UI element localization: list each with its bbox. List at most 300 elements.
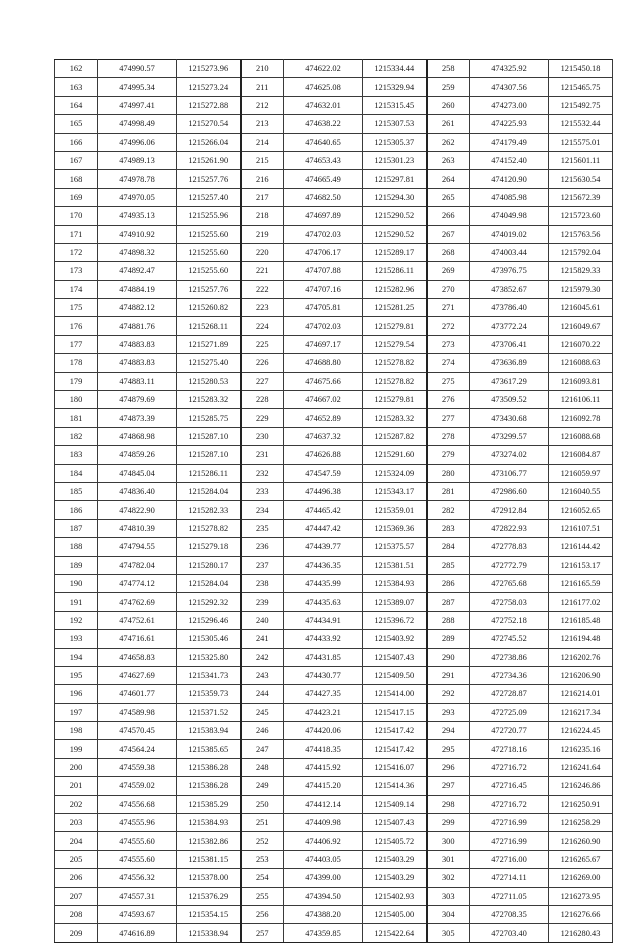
y-coordinate-cell: 1216214.01 <box>549 685 613 703</box>
x-coordinate-cell: 474556.32 <box>98 869 177 887</box>
y-coordinate-cell: 1215272.88 <box>177 96 241 114</box>
x-coordinate-cell: 474762.69 <box>98 593 177 611</box>
table-row <box>55 887 613 905</box>
y-coordinate-cell: 1215290.52 <box>363 225 427 243</box>
point-number-cell: 257 <box>241 924 284 942</box>
table-row <box>55 666 613 684</box>
x-coordinate-cell: 472716.72 <box>470 795 549 813</box>
x-coordinate-cell: 474436.35 <box>284 556 363 574</box>
y-coordinate-cell: 1215354.15 <box>177 905 241 923</box>
point-number-cell: 267 <box>427 225 470 243</box>
point-number-cell: 214 <box>241 133 284 151</box>
y-coordinate-cell: 1216052.65 <box>549 501 613 519</box>
x-coordinate-cell: 474883.83 <box>98 354 177 372</box>
table-row <box>55 115 613 133</box>
y-coordinate-cell: 1216107.51 <box>549 519 613 537</box>
y-coordinate-cell: 1215385.29 <box>177 795 241 813</box>
point-number-cell: 264 <box>427 170 470 188</box>
y-coordinate-cell: 1216258.29 <box>549 814 613 832</box>
y-coordinate-cell: 1215723.60 <box>549 207 613 225</box>
y-coordinate-cell: 1215414.36 <box>363 777 427 795</box>
y-coordinate-cell: 1215255.96 <box>177 207 241 225</box>
x-coordinate-cell: 474427.35 <box>284 685 363 703</box>
table-row <box>55 924 613 942</box>
point-number-cell: 199 <box>55 740 98 758</box>
x-coordinate-cell: 472716.00 <box>470 850 549 868</box>
x-coordinate-cell: 474706.17 <box>284 243 363 261</box>
x-coordinate-cell: 474935.13 <box>98 207 177 225</box>
point-number-cell: 163 <box>55 78 98 96</box>
table-row <box>55 207 613 225</box>
x-coordinate-cell: 474640.65 <box>284 133 363 151</box>
y-coordinate-cell: 1215270.54 <box>177 115 241 133</box>
point-number-cell: 247 <box>241 740 284 758</box>
x-coordinate-cell: 474430.77 <box>284 666 363 684</box>
x-coordinate-cell: 474697.17 <box>284 335 363 353</box>
y-coordinate-cell: 1215979.30 <box>549 280 613 298</box>
point-number-cell: 239 <box>241 593 284 611</box>
y-coordinate-cell: 1216088.63 <box>549 354 613 372</box>
point-number-cell: 284 <box>427 538 470 556</box>
table-row <box>55 409 613 427</box>
coordinate-table <box>54 59 613 943</box>
y-coordinate-cell: 1215407.43 <box>363 648 427 666</box>
y-coordinate-cell: 1215465.75 <box>549 78 613 96</box>
point-number-cell: 202 <box>55 795 98 813</box>
x-coordinate-cell: 472711.05 <box>470 887 549 905</box>
table-row <box>55 630 613 648</box>
y-coordinate-cell: 1216106.11 <box>549 391 613 409</box>
x-coordinate-cell: 472720.77 <box>470 722 549 740</box>
point-number-cell: 302 <box>427 869 470 887</box>
table-row <box>55 740 613 758</box>
point-number-cell: 258 <box>427 60 470 78</box>
y-coordinate-cell: 1215386.28 <box>177 758 241 776</box>
table-row <box>55 758 613 776</box>
point-number-cell: 172 <box>55 243 98 261</box>
x-coordinate-cell: 474225.93 <box>470 115 549 133</box>
point-number-cell: 180 <box>55 391 98 409</box>
x-coordinate-cell: 474557.31 <box>98 887 177 905</box>
y-coordinate-cell: 1215409.14 <box>363 795 427 813</box>
table-row <box>55 593 613 611</box>
table-row <box>55 96 613 114</box>
point-number-cell: 215 <box>241 151 284 169</box>
x-coordinate-cell: 474418.35 <box>284 740 363 758</box>
y-coordinate-cell: 1215292.32 <box>177 593 241 611</box>
x-coordinate-cell: 474625.08 <box>284 78 363 96</box>
x-coordinate-cell: 474990.57 <box>98 60 177 78</box>
x-coordinate-cell: 474433.92 <box>284 630 363 648</box>
y-coordinate-cell: 1215305.46 <box>177 630 241 648</box>
y-coordinate-cell: 1216273.95 <box>549 887 613 905</box>
point-number-cell: 170 <box>55 207 98 225</box>
point-number-cell: 187 <box>55 519 98 537</box>
point-number-cell: 225 <box>241 335 284 353</box>
x-coordinate-cell: 473976.75 <box>470 262 549 280</box>
y-coordinate-cell: 1215359.73 <box>177 685 241 703</box>
point-number-cell: 250 <box>241 795 284 813</box>
point-number-cell: 224 <box>241 317 284 335</box>
x-coordinate-cell: 474884.19 <box>98 280 177 298</box>
point-number-cell: 271 <box>427 299 470 317</box>
y-coordinate-cell: 1215492.75 <box>549 96 613 114</box>
table-row <box>55 703 613 721</box>
x-coordinate-cell: 474423.21 <box>284 703 363 721</box>
point-number-cell: 228 <box>241 391 284 409</box>
y-coordinate-cell: 1215405.00 <box>363 905 427 923</box>
point-number-cell: 221 <box>241 262 284 280</box>
y-coordinate-cell: 1216092.78 <box>549 409 613 427</box>
y-coordinate-cell: 1215407.43 <box>363 814 427 832</box>
point-number-cell: 222 <box>241 280 284 298</box>
x-coordinate-cell: 474989.13 <box>98 151 177 169</box>
y-coordinate-cell: 1215286.11 <box>177 464 241 482</box>
y-coordinate-cell: 1216084.87 <box>549 446 613 464</box>
y-coordinate-cell: 1215371.52 <box>177 703 241 721</box>
point-number-cell: 300 <box>427 832 470 850</box>
point-number-cell: 191 <box>55 593 98 611</box>
table-row <box>55 777 613 795</box>
point-number-cell: 192 <box>55 611 98 629</box>
x-coordinate-cell: 474859.26 <box>98 446 177 464</box>
y-coordinate-cell: 1215416.07 <box>363 758 427 776</box>
y-coordinate-cell: 1215575.01 <box>549 133 613 151</box>
point-number-cell: 175 <box>55 299 98 317</box>
point-number-cell: 285 <box>427 556 470 574</box>
table-row <box>55 685 613 703</box>
x-coordinate-cell: 474682.50 <box>284 188 363 206</box>
table-row <box>55 78 613 96</box>
x-coordinate-cell: 474409.98 <box>284 814 363 832</box>
y-coordinate-cell: 1215294.30 <box>363 188 427 206</box>
y-coordinate-cell: 1215325.80 <box>177 648 241 666</box>
x-coordinate-cell: 474978.78 <box>98 170 177 188</box>
x-coordinate-cell: 474415.20 <box>284 777 363 795</box>
x-coordinate-cell: 474892.47 <box>98 262 177 280</box>
x-coordinate-cell: 474996.06 <box>98 133 177 151</box>
point-number-cell: 289 <box>427 630 470 648</box>
x-coordinate-cell: 474794.55 <box>98 538 177 556</box>
table-row <box>55 225 613 243</box>
point-number-cell: 204 <box>55 832 98 850</box>
x-coordinate-cell: 472765.68 <box>470 574 549 592</box>
y-coordinate-cell: 1216206.90 <box>549 666 613 684</box>
x-coordinate-cell: 474547.59 <box>284 464 363 482</box>
y-coordinate-cell: 1215285.75 <box>177 409 241 427</box>
x-coordinate-cell: 474879.69 <box>98 391 177 409</box>
x-coordinate-cell: 474019.02 <box>470 225 549 243</box>
y-coordinate-cell: 1215417.15 <box>363 703 427 721</box>
point-number-cell: 185 <box>55 482 98 500</box>
point-number-cell: 251 <box>241 814 284 832</box>
y-coordinate-cell: 1215672.39 <box>549 188 613 206</box>
y-coordinate-cell: 1215386.28 <box>177 777 241 795</box>
point-number-cell: 276 <box>427 391 470 409</box>
point-number-cell: 190 <box>55 574 98 592</box>
x-coordinate-cell: 474881.76 <box>98 317 177 335</box>
y-coordinate-cell: 1215417.42 <box>363 722 427 740</box>
x-coordinate-cell: 472986.60 <box>470 482 549 500</box>
x-coordinate-cell: 474774.12 <box>98 574 177 592</box>
point-number-cell: 219 <box>241 225 284 243</box>
x-coordinate-cell: 474845.04 <box>98 464 177 482</box>
table-row <box>55 519 613 537</box>
table-row <box>55 133 613 151</box>
point-number-cell: 261 <box>427 115 470 133</box>
y-coordinate-cell: 1215280.17 <box>177 556 241 574</box>
point-number-cell: 230 <box>241 427 284 445</box>
y-coordinate-cell: 1215257.76 <box>177 170 241 188</box>
point-number-cell: 260 <box>427 96 470 114</box>
table-row <box>55 501 613 519</box>
y-coordinate-cell: 1215341.73 <box>177 666 241 684</box>
x-coordinate-cell: 472772.79 <box>470 556 549 574</box>
point-number-cell: 303 <box>427 887 470 905</box>
x-coordinate-cell: 474653.43 <box>284 151 363 169</box>
y-coordinate-cell: 1215409.50 <box>363 666 427 684</box>
x-coordinate-cell: 474822.90 <box>98 501 177 519</box>
y-coordinate-cell: 1215282.33 <box>177 501 241 519</box>
point-number-cell: 277 <box>427 409 470 427</box>
point-number-cell: 238 <box>241 574 284 592</box>
point-number-cell: 179 <box>55 372 98 390</box>
point-number-cell: 229 <box>241 409 284 427</box>
x-coordinate-cell: 474626.88 <box>284 446 363 464</box>
y-coordinate-cell: 1216246.86 <box>549 777 613 795</box>
y-coordinate-cell: 1215403.29 <box>363 850 427 868</box>
x-coordinate-cell: 474752.61 <box>98 611 177 629</box>
y-coordinate-cell: 1215422.64 <box>363 924 427 942</box>
y-coordinate-cell: 1215385.65 <box>177 740 241 758</box>
y-coordinate-cell: 1216093.81 <box>549 372 613 390</box>
table-row <box>55 482 613 500</box>
point-number-cell: 168 <box>55 170 98 188</box>
y-coordinate-cell: 1215381.51 <box>363 556 427 574</box>
table-row <box>55 60 613 78</box>
point-number-cell: 194 <box>55 648 98 666</box>
y-coordinate-cell: 1216185.48 <box>549 611 613 629</box>
point-number-cell: 236 <box>241 538 284 556</box>
point-number-cell: 169 <box>55 188 98 206</box>
table-row <box>55 299 613 317</box>
x-coordinate-cell: 474556.68 <box>98 795 177 813</box>
y-coordinate-cell: 1215829.33 <box>549 262 613 280</box>
x-coordinate-cell: 472728.87 <box>470 685 549 703</box>
x-coordinate-cell: 474782.04 <box>98 556 177 574</box>
y-coordinate-cell: 1216045.61 <box>549 299 613 317</box>
point-number-cell: 177 <box>55 335 98 353</box>
point-number-cell: 183 <box>55 446 98 464</box>
y-coordinate-cell: 1215261.90 <box>177 151 241 169</box>
table-row <box>55 317 613 335</box>
point-number-cell: 212 <box>241 96 284 114</box>
x-coordinate-cell: 473106.77 <box>470 464 549 482</box>
point-number-cell: 298 <box>427 795 470 813</box>
x-coordinate-cell: 474882.12 <box>98 299 177 317</box>
y-coordinate-cell: 1215289.17 <box>363 243 427 261</box>
point-number-cell: 206 <box>55 869 98 887</box>
y-coordinate-cell: 1215359.01 <box>363 501 427 519</box>
table-row <box>55 722 613 740</box>
table-row <box>55 905 613 923</box>
x-coordinate-cell: 473786.40 <box>470 299 549 317</box>
x-coordinate-cell: 472822.93 <box>470 519 549 537</box>
y-coordinate-cell: 1215414.00 <box>363 685 427 703</box>
y-coordinate-cell: 1215301.23 <box>363 151 427 169</box>
y-coordinate-cell: 1216194.48 <box>549 630 613 648</box>
y-coordinate-cell: 1215280.53 <box>177 372 241 390</box>
x-coordinate-cell: 474898.32 <box>98 243 177 261</box>
point-number-cell: 280 <box>427 464 470 482</box>
point-number-cell: 164 <box>55 96 98 114</box>
y-coordinate-cell: 1216153.17 <box>549 556 613 574</box>
table-row <box>55 832 613 850</box>
point-number-cell: 171 <box>55 225 98 243</box>
x-coordinate-cell: 474658.83 <box>98 648 177 666</box>
y-coordinate-cell: 1215282.96 <box>363 280 427 298</box>
x-coordinate-cell: 474997.41 <box>98 96 177 114</box>
y-coordinate-cell: 1215384.93 <box>177 814 241 832</box>
point-number-cell: 188 <box>55 538 98 556</box>
y-coordinate-cell: 1215266.04 <box>177 133 241 151</box>
x-coordinate-cell: 474179.49 <box>470 133 549 151</box>
table-row <box>55 188 613 206</box>
point-number-cell: 198 <box>55 722 98 740</box>
y-coordinate-cell: 1215334.44 <box>363 60 427 78</box>
x-coordinate-cell: 474707.88 <box>284 262 363 280</box>
y-coordinate-cell: 1215260.82 <box>177 299 241 317</box>
x-coordinate-cell: 472708.35 <box>470 905 549 923</box>
y-coordinate-cell: 1216088.68 <box>549 427 613 445</box>
x-coordinate-cell: 474406.92 <box>284 832 363 850</box>
point-number-cell: 244 <box>241 685 284 703</box>
point-number-cell: 282 <box>427 501 470 519</box>
point-number-cell: 270 <box>427 280 470 298</box>
point-number-cell: 246 <box>241 722 284 740</box>
table-row <box>55 335 613 353</box>
x-coordinate-cell: 474359.85 <box>284 924 363 942</box>
x-coordinate-cell: 474555.60 <box>98 832 177 850</box>
x-coordinate-cell: 474003.44 <box>470 243 549 261</box>
table-row <box>55 354 613 372</box>
point-number-cell: 186 <box>55 501 98 519</box>
x-coordinate-cell: 474667.02 <box>284 391 363 409</box>
x-coordinate-cell: 474152.40 <box>470 151 549 169</box>
y-coordinate-cell: 1215290.52 <box>363 207 427 225</box>
x-coordinate-cell: 474810.39 <box>98 519 177 537</box>
y-coordinate-cell: 1215278.82 <box>363 372 427 390</box>
y-coordinate-cell: 1215278.82 <box>177 519 241 537</box>
table-row <box>55 850 613 868</box>
point-number-cell: 304 <box>427 905 470 923</box>
x-coordinate-cell: 474601.77 <box>98 685 177 703</box>
x-coordinate-cell: 474559.02 <box>98 777 177 795</box>
point-number-cell: 295 <box>427 740 470 758</box>
point-number-cell: 166 <box>55 133 98 151</box>
table-row <box>55 464 613 482</box>
point-number-cell: 235 <box>241 519 284 537</box>
point-number-cell: 254 <box>241 869 284 887</box>
point-number-cell: 176 <box>55 317 98 335</box>
table-row <box>55 280 613 298</box>
x-coordinate-cell: 474622.02 <box>284 60 363 78</box>
x-coordinate-cell: 474447.42 <box>284 519 363 537</box>
x-coordinate-cell: 472738.86 <box>470 648 549 666</box>
point-number-cell: 207 <box>55 887 98 905</box>
table-row <box>55 170 613 188</box>
point-number-cell: 209 <box>55 924 98 942</box>
point-number-cell: 218 <box>241 207 284 225</box>
point-number-cell: 288 <box>427 611 470 629</box>
y-coordinate-cell: 1215396.72 <box>363 611 427 629</box>
point-number-cell: 292 <box>427 685 470 703</box>
y-coordinate-cell: 1216276.66 <box>549 905 613 923</box>
y-coordinate-cell: 1215271.89 <box>177 335 241 353</box>
point-number-cell: 287 <box>427 593 470 611</box>
table-row <box>55 556 613 574</box>
x-coordinate-cell: 474434.91 <box>284 611 363 629</box>
y-coordinate-cell: 1215286.11 <box>363 262 427 280</box>
point-number-cell: 243 <box>241 666 284 684</box>
y-coordinate-cell: 1216144.42 <box>549 538 613 556</box>
y-coordinate-cell: 1215284.04 <box>177 574 241 592</box>
point-number-cell: 265 <box>427 188 470 206</box>
point-number-cell: 205 <box>55 850 98 868</box>
y-coordinate-cell: 1215255.60 <box>177 262 241 280</box>
x-coordinate-cell: 474420.06 <box>284 722 363 740</box>
point-number-cell: 266 <box>427 207 470 225</box>
y-coordinate-cell: 1216049.67 <box>549 317 613 335</box>
y-coordinate-cell: 1216217.34 <box>549 703 613 721</box>
point-number-cell: 216 <box>241 170 284 188</box>
x-coordinate-cell: 474570.45 <box>98 722 177 740</box>
x-coordinate-cell: 474873.39 <box>98 409 177 427</box>
y-coordinate-cell: 1215284.04 <box>177 482 241 500</box>
x-coordinate-cell: 474564.24 <box>98 740 177 758</box>
x-coordinate-cell: 472734.36 <box>470 666 549 684</box>
y-coordinate-cell: 1215383.94 <box>177 722 241 740</box>
y-coordinate-cell: 1215296.46 <box>177 611 241 629</box>
table-row <box>55 574 613 592</box>
point-number-cell: 193 <box>55 630 98 648</box>
x-coordinate-cell: 474868.98 <box>98 427 177 445</box>
y-coordinate-cell: 1215279.54 <box>363 335 427 353</box>
point-number-cell: 305 <box>427 924 470 942</box>
y-coordinate-cell: 1215376.29 <box>177 887 241 905</box>
point-number-cell: 279 <box>427 446 470 464</box>
x-coordinate-cell: 474388.20 <box>284 905 363 923</box>
y-coordinate-cell: 1215402.93 <box>363 887 427 905</box>
y-coordinate-cell: 1215315.45 <box>363 96 427 114</box>
y-coordinate-cell: 1215307.53 <box>363 115 427 133</box>
y-coordinate-cell: 1215278.82 <box>363 354 427 372</box>
point-number-cell: 197 <box>55 703 98 721</box>
y-coordinate-cell: 1216250.91 <box>549 795 613 813</box>
point-number-cell: 301 <box>427 850 470 868</box>
y-coordinate-cell: 1216165.59 <box>549 574 613 592</box>
table-row <box>55 243 613 261</box>
y-coordinate-cell: 1215255.60 <box>177 225 241 243</box>
point-number-cell: 173 <box>55 262 98 280</box>
point-number-cell: 196 <box>55 685 98 703</box>
point-number-cell: 165 <box>55 115 98 133</box>
x-coordinate-cell: 474273.00 <box>470 96 549 114</box>
x-coordinate-cell: 474412.14 <box>284 795 363 813</box>
point-number-cell: 268 <box>427 243 470 261</box>
point-number-cell: 174 <box>55 280 98 298</box>
y-coordinate-cell: 1216280.43 <box>549 924 613 942</box>
